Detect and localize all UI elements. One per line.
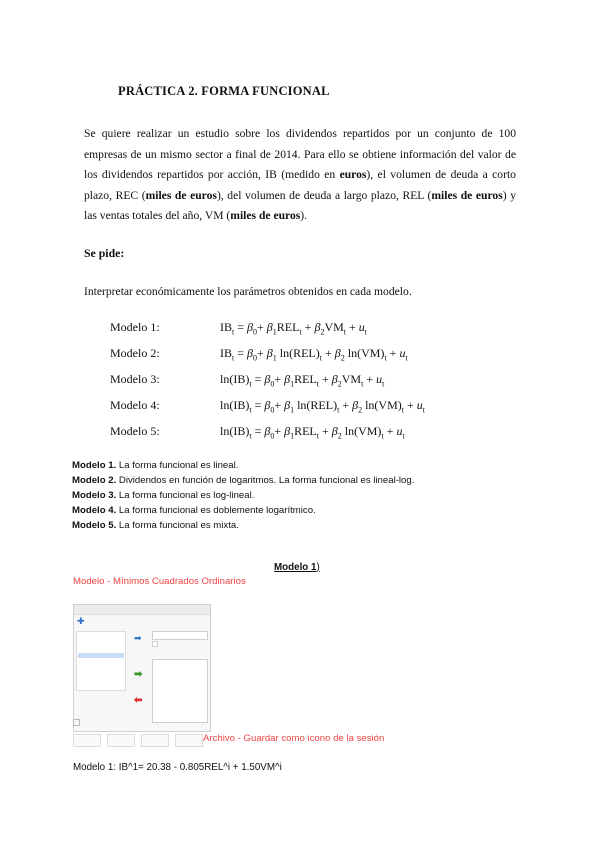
instruction: Interpretar económicamente los parámetros obtenidos en cada modelo. [84,285,412,298]
model-4-formula: $\ln(IB)_t = \beta_0+ \beta_1$ $\ln(REL)_t + \beta_2$ $\ln(VM)_t + u_t$ [220,398,426,415]
arrow-right-icon: ➡ [134,633,142,643]
model-label: Modelo 1: [110,320,160,334]
model-label: Modelo 4: [110,398,160,412]
variable-list [76,631,126,691]
add-arrow-icon: ➡ [134,669,143,680]
help-icon: ✚ [77,616,85,626]
model-3-row [110,372,530,394]
model-1-equation: Modelo 1: IB^1= 20.38 - 0.805REL^i + 1.50VM^i [73,762,282,773]
remove-arrow-icon: ⬅ [134,695,143,706]
intro-paragraph: Se quiere realizar un estudio sobre los dividendos repartidos por un conjunto de 100 empresas de un mismo sector a final de 2014. Para ello se obtiene información del valor de los dividendos repartidos por acción, IB (medido en euros), el volumen de deuda a corto plazo, REC (miles de euros), del volumen de deuda a largo plazo, REL (miles de euros) y las ventas totales del año, VM (miles de euros). [84,127,516,222]
cancel-button [141,734,169,747]
model-5-formula: $\ln(IB)_t = \beta_0+ \beta_1REL_t + \beta_2$ $\ln(VM)_t + u_t$ [220,424,405,441]
page-title: PRÁCTICA 2. FORMA FUNCIONAL [118,84,330,98]
model-description: Modelo 2. Dividendos en función de logaritmos. La forma funcional es lineal-log. [72,475,415,486]
model-label: Modelo 5: [110,424,160,438]
default-checkbox [152,641,158,647]
model-3-formula: $\ln(IB)_t = \beta_0+ \beta_1REL_t + \beta_2VM_t + u_t$ [220,372,385,389]
regressors-list [152,659,208,723]
gretl-dialog-image [73,604,211,732]
ols-menu-path: Modelo - Mínimos Cuadrados Ordinarios [73,576,246,587]
model-2-row [110,346,530,368]
clear-button [107,734,135,747]
model-description: Modelo 1. La forma funcional es lineal. [72,460,239,471]
model-label: Modelo 3: [110,372,160,386]
model-1-heading: Modelo 1) [274,562,320,573]
model-description: Modelo 5. La forma funcional es mixta. [72,520,239,531]
model-description: Modelo 4. La forma funcional es doblemente logarítmico. [72,505,316,516]
model-1-formula: $IB_t = \beta_0+ \beta_1REL_t + \beta_2VM_t + u_t$ [220,320,368,337]
model-1-row [110,320,530,342]
model-description: Modelo 3. La forma funcional es log-lineal. [72,490,255,501]
dependent-field [152,631,208,640]
help-button [73,734,101,747]
model-label: Modelo 2: [110,346,160,360]
dialog-titlebar [74,605,210,615]
model-4-row [110,398,530,420]
dialog-buttons [73,734,209,746]
model-5-row [110,424,530,446]
ok-button [175,734,203,747]
model-2-formula: $IB_t = \beta_0+ \beta_1$ $\ln(REL)_t + \beta_2$ $\ln(VM)_t + u_t$ [220,346,408,363]
se-pide-heading: Se pide: [84,246,125,260]
save-menu-path: Archivo - Guardar como icono de la sesión [203,733,385,744]
robust-checkbox [73,719,80,726]
